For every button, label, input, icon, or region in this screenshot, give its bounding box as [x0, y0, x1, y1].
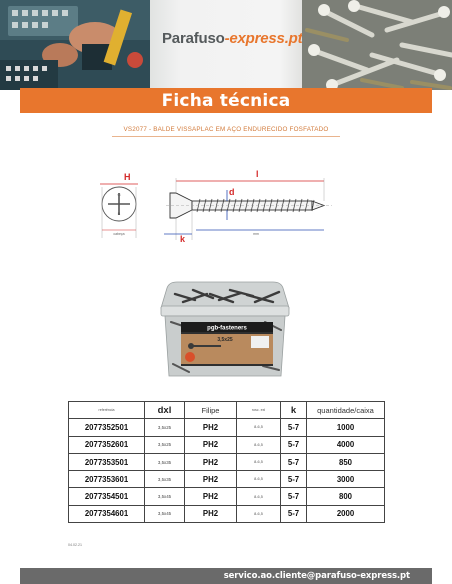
screw-side-view — [164, 169, 332, 244]
col-header-drive: Filipe — [185, 402, 237, 419]
head-mark-top: G — [117, 192, 121, 197]
head-caption: cabeça — [113, 232, 125, 236]
col-header-reference: referência — [69, 402, 145, 419]
technical-drawing — [96, 168, 366, 248]
dimension-d-label: d — [229, 187, 235, 197]
cell-quantity: 3000 — [307, 471, 385, 488]
dimension-l-label: l — [256, 169, 259, 179]
product-subtitle: VS2077 - BALDE VISSAPLAC EM AÇO ENDURECIDO FOSFATADO — [123, 126, 329, 133]
cell-k: 5-7 — [281, 471, 307, 488]
cell-thread: 8-6,5 — [237, 436, 281, 453]
cell-dxl: 3,5x35 — [145, 471, 185, 488]
brand-logo: Parafuso-express.pt — [162, 30, 303, 47]
cell-thread: 8-6,5 — [237, 419, 281, 436]
cell-k: 5-7 — [281, 488, 307, 505]
header-banner — [0, 0, 452, 90]
cell-dxl: 3,5x35 — [145, 453, 185, 470]
cell-dxl: 3,5x45 — [145, 505, 185, 522]
cell-drive: PH2 — [185, 453, 237, 470]
col-header-quantity: quantidade/caixa — [307, 402, 385, 419]
screws-photo — [302, 0, 452, 90]
cell-drive: PH2 — [185, 488, 237, 505]
cell-quantity: 2000 — [307, 505, 385, 522]
col-header-thread: rosc. exl — [237, 402, 281, 419]
dimension-H-label: H — [124, 172, 131, 182]
cell-dxl: 3,5x25 — [145, 419, 185, 436]
cell-drive: PH2 — [185, 419, 237, 436]
title-bar — [20, 88, 432, 113]
table-row — [69, 505, 385, 522]
cell-quantity: 4000 — [307, 436, 385, 453]
cell-dxl: 3,5x25 — [145, 436, 185, 453]
subtitle-divider — [112, 136, 340, 137]
page-title: Ficha técnica — [161, 90, 291, 111]
cell-reference: 2077354601 — [69, 505, 145, 522]
cell-drive: PH2 — [185, 505, 237, 522]
cell-k: 5-7 — [281, 419, 307, 436]
cell-thread: 8-6,5 — [237, 488, 281, 505]
cell-quantity: 850 — [307, 453, 385, 470]
cell-thread: 8-6,5 — [237, 471, 281, 488]
col-header-k: k — [281, 402, 307, 419]
cell-drive: PH2 — [185, 471, 237, 488]
dimension-k-label: k — [180, 234, 186, 244]
cell-quantity: 800 — [307, 488, 385, 505]
cell-reference: 2077353601 — [69, 471, 145, 488]
cell-reference: 2077352501 — [69, 419, 145, 436]
table-row — [69, 488, 385, 505]
cell-thread: 8-6,5 — [237, 453, 281, 470]
table-row — [69, 419, 385, 436]
document-date: 04.02.21 — [68, 543, 82, 547]
cell-k: 5-7 — [281, 505, 307, 522]
spec-table — [68, 401, 385, 523]
cell-reference: 2077354501 — [69, 488, 145, 505]
table-header-row — [69, 402, 385, 419]
cell-reference: 2077352601 — [69, 436, 145, 453]
contact-email-link[interactable]: servico.ao.cliente@parafuso-express.pt — [223, 571, 410, 581]
cell-reference: 2077353501 — [69, 453, 145, 470]
cell-k: 5-7 — [281, 436, 307, 453]
cell-dxl: 3,5x45 — [145, 488, 185, 505]
box-size-label: 3,5x25 — [217, 337, 233, 343]
head-mark-bottom: B — [117, 211, 121, 216]
workshop-photo — [0, 0, 150, 90]
cell-quantity: 1000 — [307, 419, 385, 436]
cell-k: 5-7 — [281, 453, 307, 470]
footer-bar — [20, 568, 432, 584]
box-brand-label: pgb-fasteners — [207, 325, 247, 332]
length-caption: mm — [253, 232, 259, 236]
product-box-image — [155, 280, 295, 380]
screw-head-view — [100, 172, 138, 238]
table-row — [69, 436, 385, 453]
cell-thread: 8-6,5 — [237, 505, 281, 522]
table-row — [69, 453, 385, 470]
col-header-dxl: dxl — [145, 402, 185, 419]
cell-drive: PH2 — [185, 436, 237, 453]
table-row — [69, 471, 385, 488]
